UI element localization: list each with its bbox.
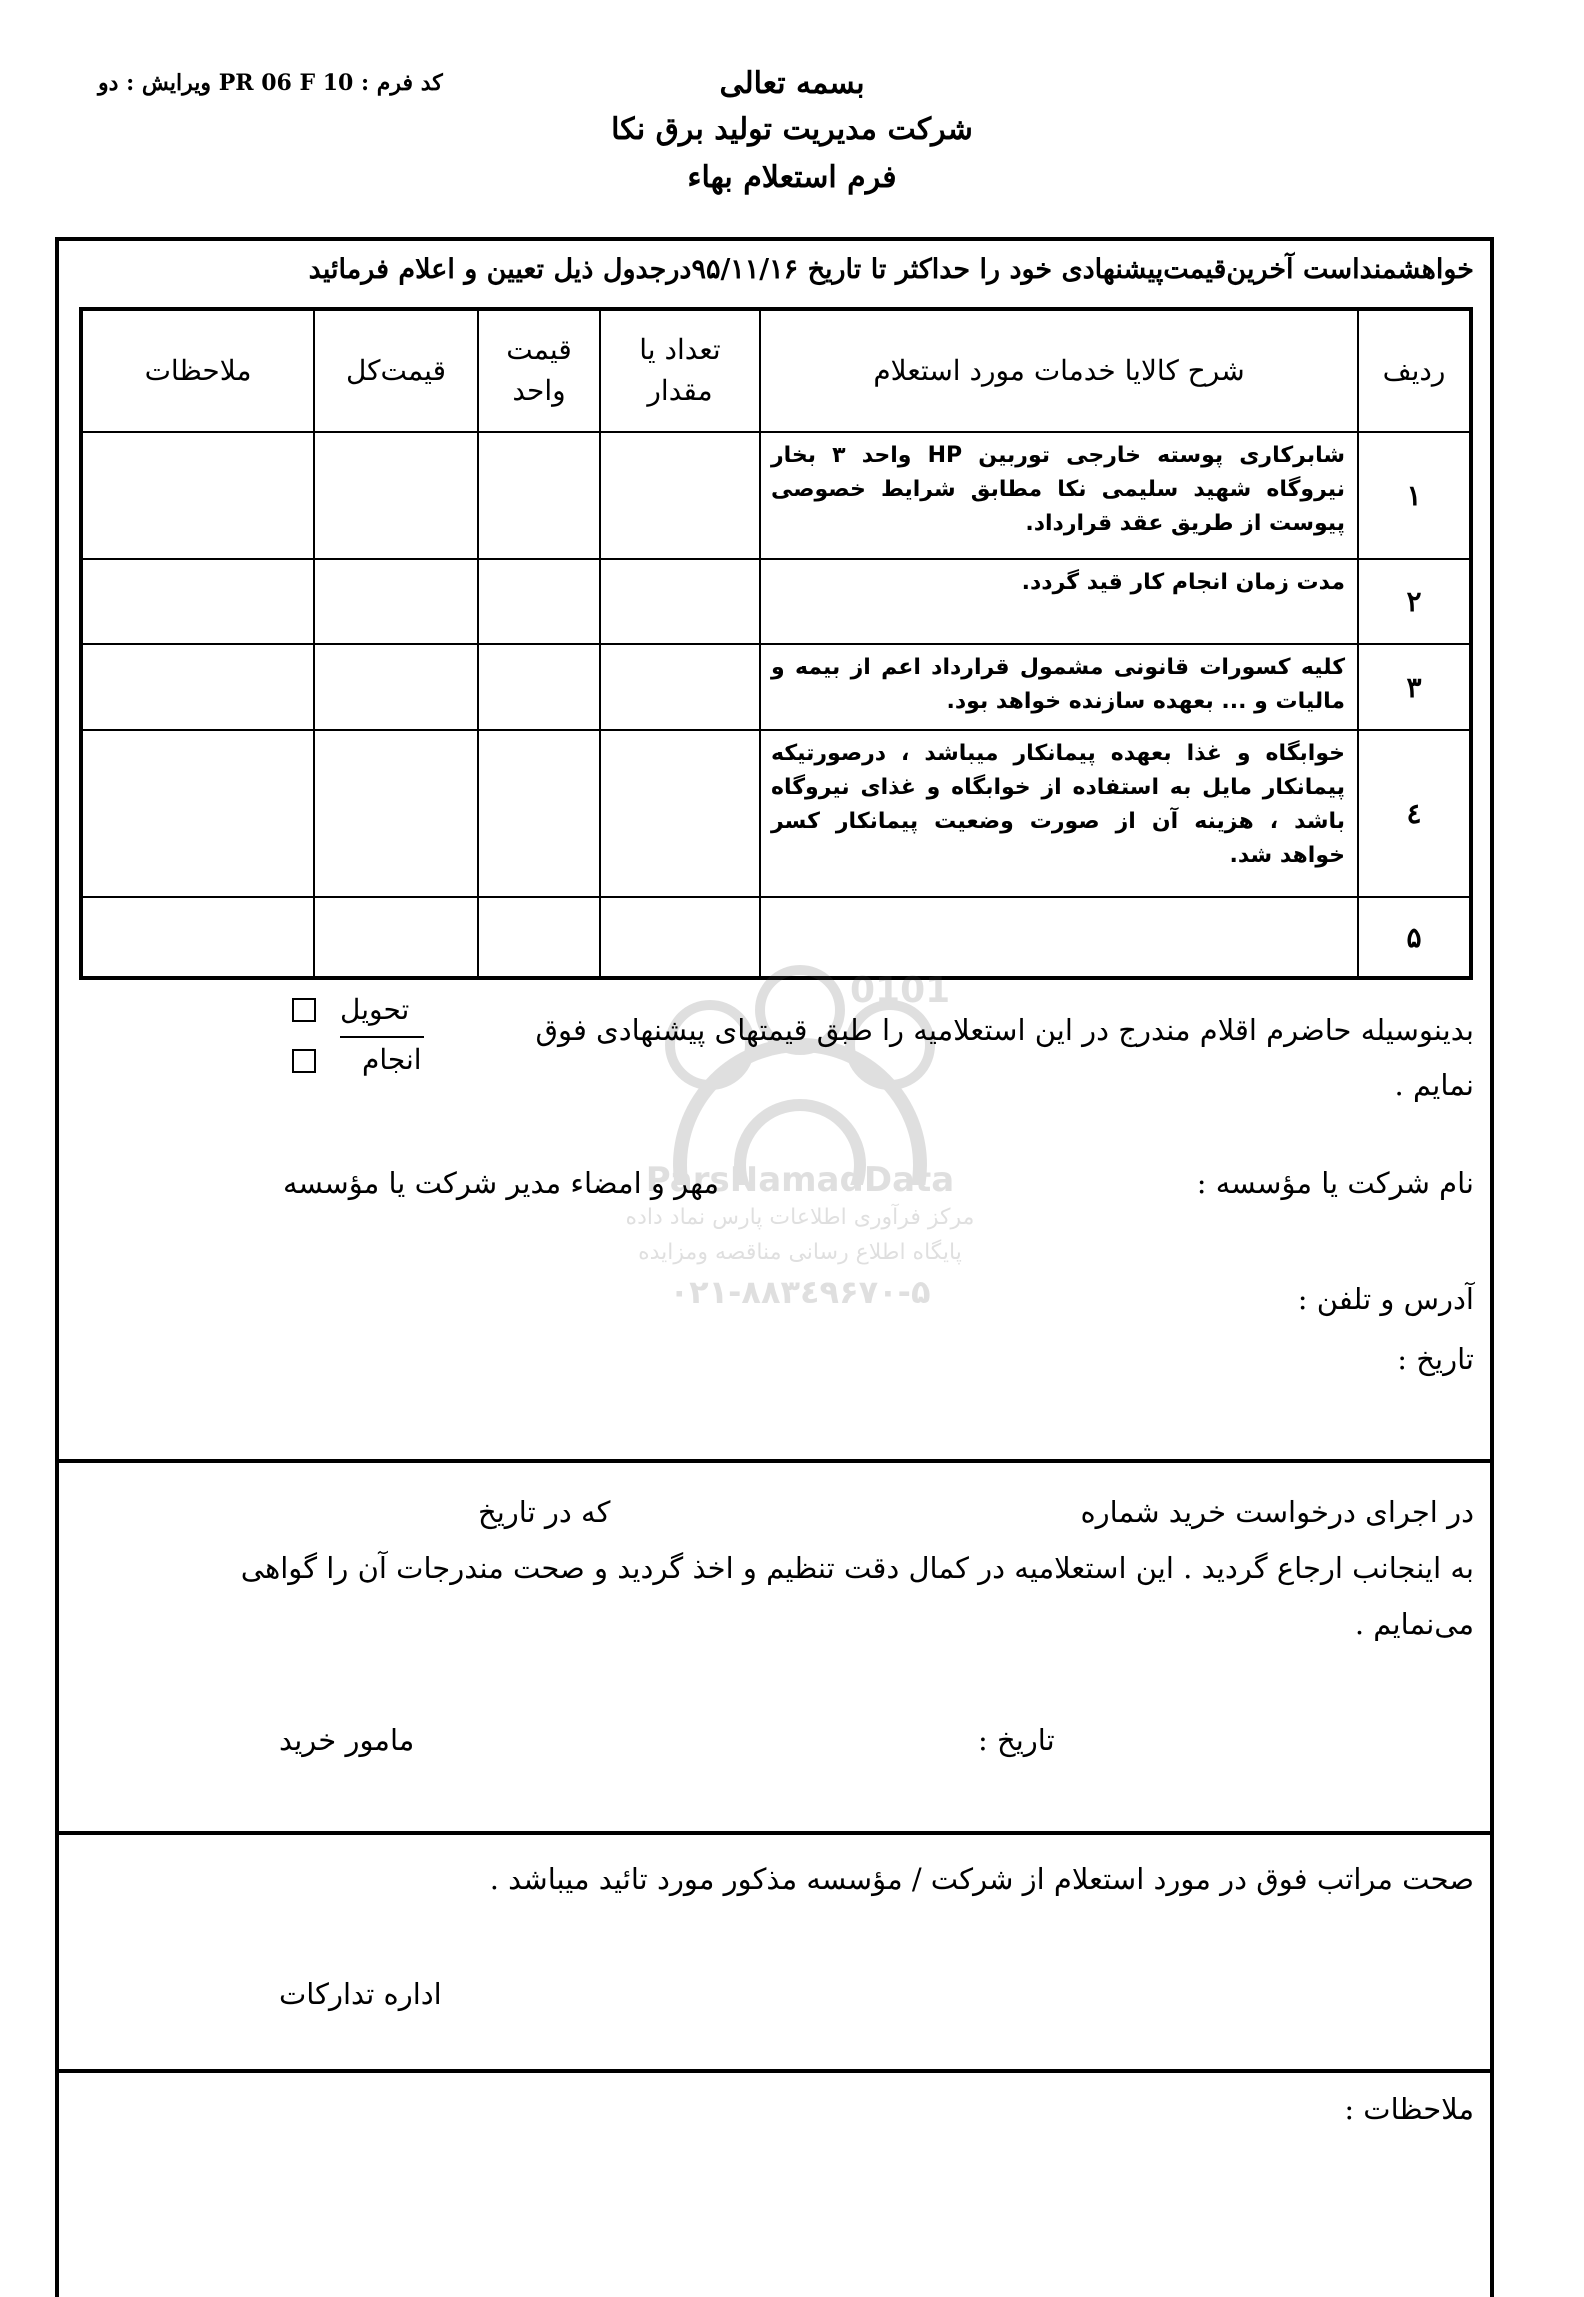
form-code: کد فرم : PR 06 F 10 ویرایش : دو — [98, 70, 443, 96]
row-number: ٤ — [1358, 730, 1471, 897]
row-number: ۲ — [1358, 559, 1471, 644]
procurement-dept-label: اداره تدارکات — [279, 1977, 442, 2011]
total-price-cell[interactable] — [314, 897, 478, 978]
address-phone-label: آدرس و تلفن : — [1297, 1282, 1474, 1316]
declaration-line1: بدینوسیله حاضرم اقلام مندرج در این استعلامیه را طبق قیمتهای پیشنهادی فوق — [535, 1013, 1474, 1047]
stamp-signature-label: مهر و امضاء مدیر شرکت یا مؤسسه — [283, 1166, 719, 1200]
perform-label: انجام — [362, 1043, 422, 1076]
total-price-cell[interactable] — [314, 432, 478, 559]
section-divider — [55, 1831, 1494, 1835]
company-name-label: نام شرکت یا مؤسسه : — [1196, 1166, 1474, 1200]
row-description: شابرکاری پوسته خارجی توربین HP واحد ۳ بخار نیروگاه شهید سلیمی نکا مطابق شرایط خصوصی پیوست از طریق عقد قرارداد. — [760, 432, 1358, 559]
purchase-line1-a: در اجرای درخواست خرید شماره — [1080, 1495, 1474, 1529]
table-header-row — [81, 309, 1471, 432]
purchase-line3: می‌نمایم . — [1354, 1607, 1474, 1641]
row-number: ۱ — [1358, 432, 1471, 559]
notes-cell[interactable] — [81, 730, 314, 897]
option-divider — [340, 1036, 424, 1038]
watermark-phone: ۰۲۱-۸۸۳٤۹۶۷۰-۵ — [669, 1273, 931, 1311]
company-name: شرکت مدیریت تولید برق نکا — [611, 112, 973, 147]
header-row-number: ردیف — [1358, 309, 1471, 432]
unit-price-cell[interactable] — [478, 730, 600, 897]
inquiry-table — [79, 307, 1473, 980]
row-number: ۵ — [1358, 897, 1471, 978]
delivery-checkbox[interactable] — [292, 998, 316, 1022]
table-row — [81, 730, 1471, 897]
header-quantity: تعداد یا مقدار — [600, 309, 760, 432]
unit-price-cell[interactable] — [478, 559, 600, 644]
notes-cell[interactable] — [81, 432, 314, 559]
watermark-line1: مرکز فرآوری اطلاعات پارس نماد داده — [625, 1205, 975, 1230]
form-title: فرم استعلام بهاء — [687, 160, 897, 195]
row-description: کلیه کسورات قانونی مشمول قرارداد اعم از بیمه و مالیات و ... بعهده سازنده خواهد بود. — [760, 644, 1358, 730]
table-row — [81, 559, 1471, 644]
quantity-cell[interactable] — [600, 432, 760, 559]
intro-text: خواهشمنداست آخرین‌قیمت‌پیشنهادی خود را حداکثر تا تاریخ ۹۵/۱۱/۱۶درجدول ذیل تعیین و اعلام فرمائید — [308, 254, 1474, 285]
table-row — [81, 432, 1471, 559]
unit-price-cell[interactable] — [478, 644, 600, 730]
quantity-cell[interactable] — [600, 559, 760, 644]
perform-checkbox[interactable] — [292, 1049, 316, 1073]
total-price-cell[interactable] — [314, 644, 478, 730]
notes-cell[interactable] — [81, 559, 314, 644]
date-label: تاریخ : — [1397, 1342, 1474, 1376]
section-divider — [55, 2069, 1494, 2073]
header-description: شرح کالایا خدمات مورد استعلام — [760, 309, 1358, 432]
unit-price-cell[interactable] — [478, 897, 600, 978]
quantity-cell[interactable] — [600, 730, 760, 897]
purchase-officer-label: مامور خرید — [279, 1723, 415, 1757]
table-row — [81, 644, 1471, 730]
row-number: ۳ — [1358, 644, 1471, 730]
header-notes: ملاحظات — [81, 309, 314, 432]
total-price-cell[interactable] — [314, 559, 478, 644]
bismillah: بسمه تعالی — [719, 66, 865, 101]
notes-cell[interactable] — [81, 897, 314, 978]
quantity-cell[interactable] — [600, 644, 760, 730]
unit-price-cell[interactable] — [478, 432, 600, 559]
header-total-price: قیمت‌کل — [314, 309, 478, 432]
declaration-line2: نمایم . — [1394, 1068, 1474, 1102]
notes-label: ملاحظات : — [1344, 2092, 1474, 2126]
row-description: خوابگاه و غذا بعهده پیمانکار میباشد ، درصورتیکه پیمانکار مایل به استفاده از خوابگاه و غذای نیروگاه باشد ، هزینه آن از صورت وضعیت پیمانکار کسر خواهد شد. — [760, 730, 1358, 897]
total-price-cell[interactable] — [314, 730, 478, 897]
section-divider — [55, 1459, 1494, 1463]
approval-text: صحت مراتب فوق در مورد استعلام از شرکت / مؤسسه مذکور مورد تائید میباشد . — [489, 1862, 1474, 1896]
notes-cell[interactable] — [81, 644, 314, 730]
header-unit-price: قیمت واحد — [478, 309, 600, 432]
row-description: مدت زمان انجام کار قید گردد. — [760, 559, 1358, 644]
watermark-line2: پایگاه اطلاع رسانی مناقصه ومزایده — [638, 1240, 962, 1265]
purchase-line2: به اینجانب ارجاع گردید . این استعلامیه در کمال دقت تنظیم و اخذ گردید و صحت مندرجات آن را گواهی — [240, 1551, 1474, 1585]
purchase-date-label: تاریخ : — [978, 1723, 1055, 1757]
watermark-digits: 0101 — [850, 970, 951, 1011]
purchase-line1-b: که در تاریخ — [478, 1495, 611, 1529]
delivery-label: تحویل — [340, 993, 410, 1026]
watermark-brand: ParsNamadData — [645, 1160, 955, 1200]
